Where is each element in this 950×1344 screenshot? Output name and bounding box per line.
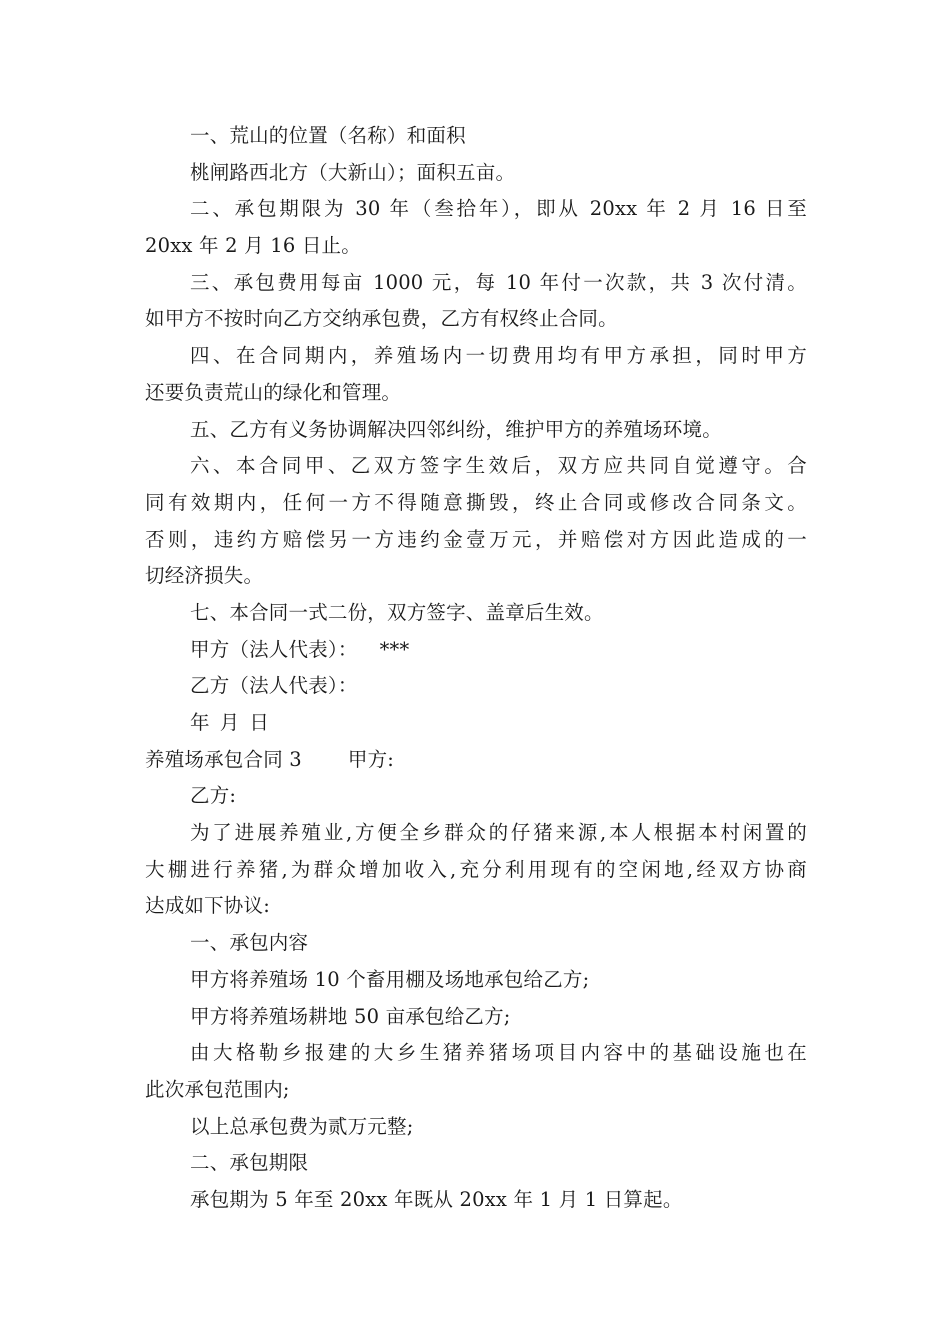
clause-fee-line-1: 三、承包费用每亩 1000 元，每 10 年付一次款，共 3 次付清。 <box>190 270 807 294</box>
clause-fee-line-2: 如甲方不按时向乙方交纳承包费，乙方有权终止合同。 <box>145 307 618 331</box>
clause-term-line-2: 20xx 年 2 月 16 日止。 <box>145 234 361 258</box>
date-year: 年 <box>190 711 210 734</box>
contract3-intro-line-2: 大棚进行养猪,为群众增加收入,充分利用现有的空闲地,经双方协商 <box>145 857 807 881</box>
contract3-intro-line-3: 达成如下协议: <box>145 894 270 918</box>
clause-heading-location: 一、荒山的位置（名称）和面积 <box>190 124 466 147</box>
clause-effect-line-3: 否则，违约方赔偿另一方违约金壹万元，并赔偿对方因此造成的一 <box>145 527 807 551</box>
date-month: 月 <box>219 711 240 734</box>
contract3-party-a: 甲方: <box>347 747 395 771</box>
contract3-intro-line-1: 为了进展养殖业,方便全乡群众的仔猪来源,本人根据本村闲置的 <box>190 821 807 845</box>
contract3-section-content: 一、承包内容 <box>190 931 309 955</box>
contract3-item-infra-line-2: 此次承包范围内; <box>145 1077 290 1101</box>
contract3-total-fee: 以上总承包费为贰万元整; <box>190 1114 414 1138</box>
contract3-item-sheds: 甲方将养殖场 10 个畜用棚及场地承包给乙方; <box>190 967 590 991</box>
clause-cost-line-1: 四、在合同期内，养殖场内一切费用均有甲方承担，同时甲方 <box>190 344 807 368</box>
location-text: 桃闸路西北方（大新山）；面积五亩。 <box>190 160 516 184</box>
party-a-value: *** <box>379 637 410 661</box>
clause-effect-line-2: 同有效期内，任何一方不得随意撕毁，终止合同或修改合同条文。 <box>145 490 807 514</box>
clause-copies-line: 七、本合同一式二份，双方签字、盖章后生效。 <box>190 600 604 624</box>
clause-dispute-line: 五、乙方有义务协调解决四邻纠纷，维护甲方的养殖场环境。 <box>190 417 722 441</box>
party-a-label: 甲方（法人代表）： <box>190 637 358 661</box>
contract3-item-infra-line-1: 由大格勒乡报建的大乡生猪养猪场项目内容中的基础设施也在 <box>190 1041 807 1065</box>
party-b-signature: 乙方（法人代表）： <box>190 674 358 698</box>
signature-date <box>145 705 807 742</box>
party-a-signature <box>145 632 807 669</box>
date-day: 日 <box>249 711 270 734</box>
clause-effect-line-4: 切经济损失。 <box>145 564 264 588</box>
contract3-party-b: 乙方: <box>190 784 237 808</box>
contract3-title: 养殖场承包合同 3 <box>145 747 302 771</box>
clause-term-line-1: 二、承包期限为 30 年（叁拾年），即从 20xx 年 2 月 16 日至 <box>190 197 808 221</box>
contract3-term-text: 承包期为 5 年至 20xx 年既从 20xx 年 1 月 1 日算起。 <box>190 1187 683 1211</box>
contract3-header <box>145 742 807 779</box>
contract3-item-land: 甲方将养殖场耕地 50 亩承包给乙方; <box>190 1004 511 1028</box>
contract3-section-term: 二、承包期限 <box>190 1151 309 1175</box>
clause-effect-line-1: 六、本合同甲、乙双方签字生效后，双方应共同自觉遵守。合 <box>190 454 807 478</box>
document-body <box>145 118 807 1219</box>
clause-cost-line-2: 还要负责荒山的绿化和管理。 <box>145 380 402 404</box>
